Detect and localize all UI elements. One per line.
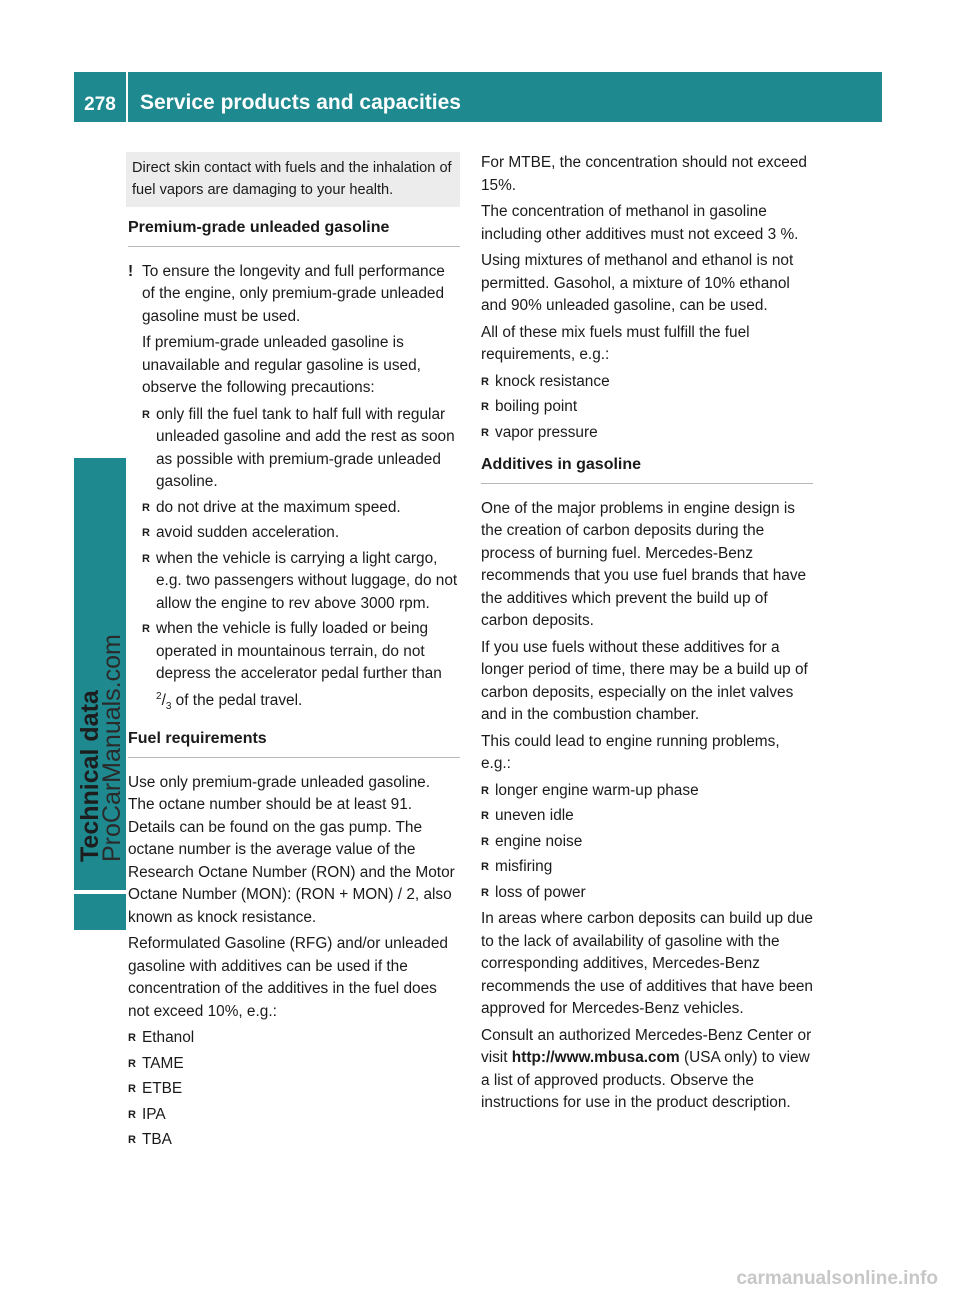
list-item: R avoid sudden acceleration. bbox=[142, 522, 460, 545]
bullet-icon: R bbox=[128, 1134, 136, 1147]
bullet-icon: R bbox=[142, 623, 150, 635]
list-item: R vapor pressure bbox=[481, 422, 813, 445]
bullet-icon: R bbox=[481, 401, 489, 413]
mbusa-link[interactable]: http://www.mbusa.com bbox=[511, 1049, 680, 1066]
list-item: R do not drive at the maximum speed. bbox=[142, 497, 460, 520]
fraction-slash: / bbox=[161, 691, 166, 709]
fraction-numerator: 2 bbox=[156, 690, 162, 702]
paragraph: The concentration of methanol in gasoline including other additives must not exceed 3 %. bbox=[481, 203, 799, 243]
bullet-icon: R bbox=[142, 408, 150, 421]
heading-additives: Additives in gasoline bbox=[481, 454, 813, 484]
list-item: R loss of power bbox=[481, 882, 813, 905]
page-number: 278 bbox=[74, 72, 126, 122]
bullet-icon: R bbox=[128, 1083, 136, 1096]
list-item: R Ethanol bbox=[128, 1027, 460, 1050]
paragraph: Consult an authorized Mercedes-Benz Center or visit http://www.mbusa.com (USA only) to view a list of approved products. Observe the instructions for use in the product description. bbox=[481, 1026, 812, 1111]
heading-fuel-requirements: Fuel requirements bbox=[128, 728, 460, 758]
list-item: R IPA bbox=[128, 1104, 460, 1127]
list-item: R when the vehicle is carrying a light cargo, e.g. two passengers without luggage, do not allow the engine to rev above 3000 rpm. bbox=[142, 549, 458, 612]
list-item: R misfiring bbox=[481, 856, 813, 879]
bullet-icon: R bbox=[142, 527, 150, 539]
paragraph: For MTBE, the concentration should not exceed 15%. bbox=[481, 154, 807, 194]
paragraph: This could lead to engine running problems, e.g.: bbox=[481, 732, 780, 772]
bullet-icon: R bbox=[481, 784, 489, 797]
paragraph: In areas where carbon deposits can build up due to the lack of availability of gasoline with the corresponding additives, Mercedes-Benz recommends the use of additives that have been approved for Mercedes-Benz vehicles. bbox=[481, 910, 813, 1017]
bullet-icon: R bbox=[128, 1057, 136, 1070]
warning-box bbox=[126, 152, 460, 207]
list-item: R only fill the fuel tank to half full with regular unleaded gasoline and add the rest as soon as possible with premium-grade unleaded gasoline. bbox=[142, 405, 455, 490]
bullet-icon: R bbox=[128, 1032, 136, 1045]
bullet-icon: R bbox=[481, 835, 489, 848]
bullet-icon: R bbox=[481, 886, 489, 899]
list-item: R engine noise bbox=[481, 831, 813, 854]
bullet-icon: R bbox=[142, 552, 150, 565]
watermark: ProCarManuals.com bbox=[98, 634, 126, 862]
list-item: R knock resistance bbox=[481, 371, 813, 394]
list-item: R boiling point bbox=[481, 396, 813, 419]
section-tab-marker bbox=[74, 894, 126, 930]
note-block bbox=[128, 261, 460, 719]
attention-icon: ! bbox=[128, 262, 134, 280]
warning-text: Direct skin contact with fuels and the inhalation of fuel vapors are damaging to your health. bbox=[132, 160, 452, 198]
left-column bbox=[128, 152, 460, 1156]
problems-list bbox=[481, 780, 813, 905]
list-item: R when the vehicle is fully loaded or being operated in mountainous terrain, do not depress the accelerator pedal further than $^2/_3$ of the pedal travel. bbox=[142, 620, 442, 712]
paragraph: All of these mix fuels must fulfill the fuel requirements, e.g.: bbox=[481, 323, 750, 363]
bullet-icon: R bbox=[481, 375, 489, 388]
page-title: Service products and capacities bbox=[128, 72, 882, 122]
note-paragraph: If premium-grade unleaded gasoline is unavailable and regular gasoline is used, observe the following precautions: bbox=[142, 334, 421, 396]
bullet-icon: R bbox=[128, 1108, 136, 1121]
list-item: R longer engine warm-up phase bbox=[481, 780, 813, 803]
bullet-icon: R bbox=[481, 861, 489, 873]
additive-types-list bbox=[128, 1027, 460, 1152]
requirements-list bbox=[481, 371, 813, 445]
list-item: R uneven idle bbox=[481, 805, 813, 828]
list-item: R TAME bbox=[128, 1053, 460, 1076]
right-column bbox=[481, 152, 813, 1119]
bullet-icon: R bbox=[481, 810, 489, 822]
note-paragraph: To ensure the longevity and full performance of the engine, only premium-grade unleaded gasoline must be used. bbox=[142, 262, 445, 325]
list-item: R ETBE bbox=[128, 1078, 460, 1101]
paragraph: Use only premium-grade unleaded gasoline. The octane number should be at least 91. Details can be found on the gas pump. The octane number is the average value of the Research Octane Number (RON) and the Motor Octane Number (MON): (RON + MON) / 2, also known as knock resistance. bbox=[128, 773, 455, 926]
bullet-icon: R bbox=[481, 426, 489, 439]
bullet-icon: R bbox=[142, 501, 150, 514]
section-label: Technical data bbox=[76, 690, 104, 862]
heading-premium-gasoline: Premium-grade unleaded gasoline bbox=[128, 217, 460, 247]
paragraph: One of the major problems in engine design is the creation of carbon deposits during the process of burning fuel. Mercedes-Benz recommends that you use fuel brands that have the additives which prevent the build up of carbon deposits. bbox=[481, 499, 807, 629]
paragraph: Using mixtures of methanol and ethanol is not permitted. Gasohol, a mixture of 10% ethanol and 90% unleaded gasoline, can be used. bbox=[481, 252, 794, 314]
list-item: R TBA bbox=[128, 1129, 460, 1152]
paragraph: Reformulated Gasoline (RFG) and/or unleaded gasoline with additives can be used if the concentration of the additives in the fuel does not exceed 10%, e.g.: bbox=[128, 935, 448, 1020]
paragraph: If you use fuels without these additives for a longer period of time, there may be a build up of carbon deposits, especially on the inlet valves and in the combustion chamber. bbox=[481, 638, 808, 723]
footer-site: carmanualsonline.info bbox=[736, 1268, 938, 1289]
fraction-denominator: 3 bbox=[165, 700, 172, 712]
precautions-list bbox=[142, 404, 460, 719]
